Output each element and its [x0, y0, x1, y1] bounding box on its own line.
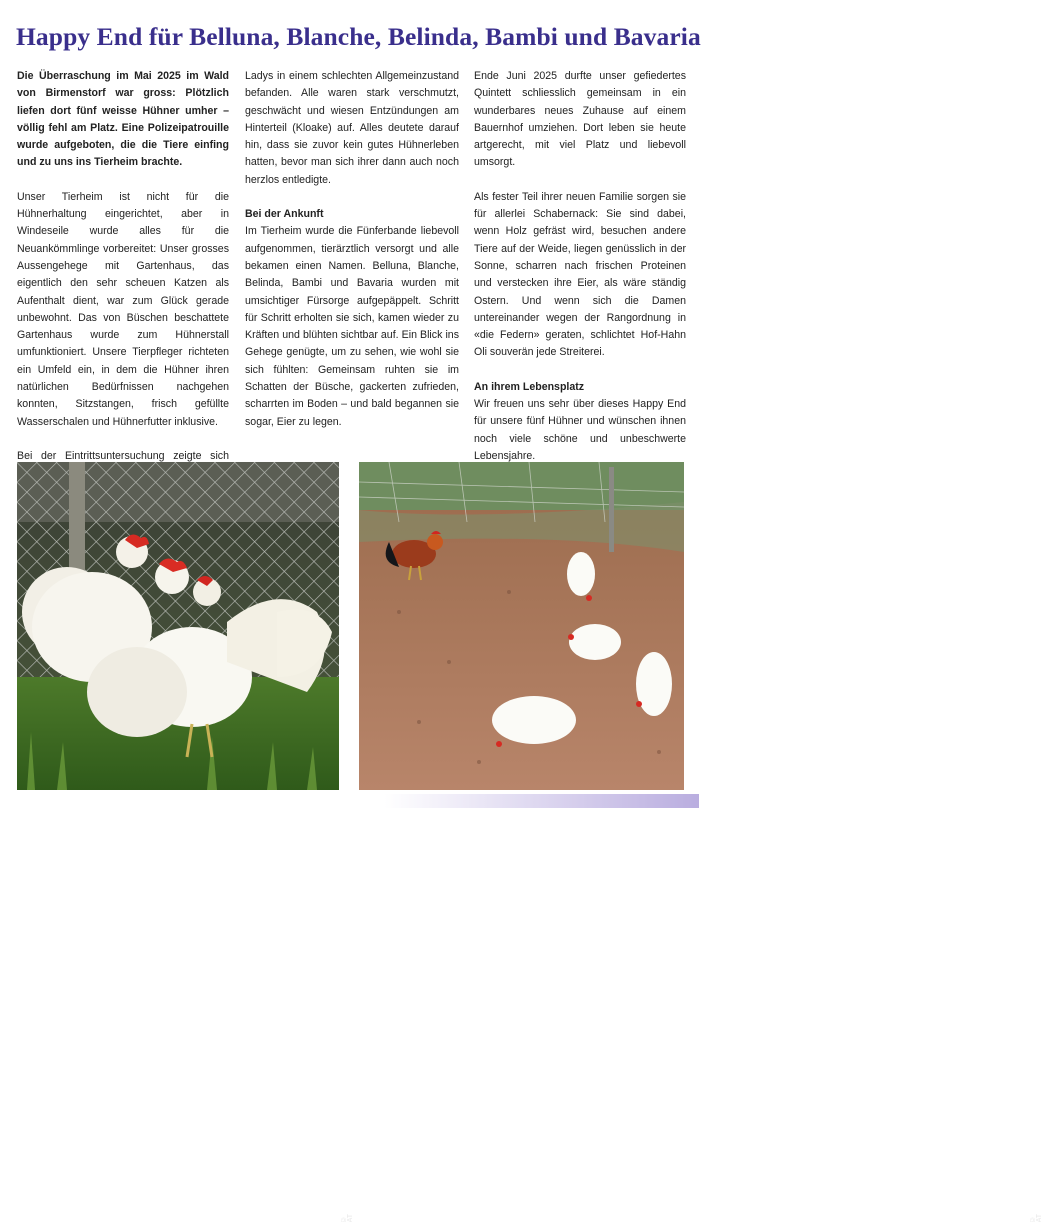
paragraph: Ende Juni 2025 durfte unser gefiedertes Quintett schliesslich gemeinsam in ein wunderbares neues Zuhause auf einem Bauernhof umziehen. Dort leben sie heute artgerecht, mit viel Platz und liebevoll umsorgt.: [474, 70, 686, 169]
footer-decoration: [0, 794, 699, 808]
column-2: [245, 68, 459, 448]
photo-farmyard: [359, 462, 1043, 1222]
section-heading: An ihrem Lebensplatz: [474, 380, 585, 393]
photo-hens-at-fence: [17, 462, 354, 1222]
lead-paragraph: Die Überraschung im Mai 2025 im Wald von Birmenstorf war gross: Plötzlich liefen dort fünf weisse Hühner umher – völlig fehl am Platz. Eine Polizeipatrouille wurde aufgeboten, die die Tiere einfing und zu uns ins Tierheim brachte.: [17, 70, 229, 169]
paragraph: Unser Tierheim ist nicht für die Hühnerhaltung eingerichtet, aber in Windeseile wurde alles für die Neuankömmlinge vorbereitet: Unser grosses Aussengehege mit Gartenhaus, das eigentlich den sehr scheuen Katzen als Aufenthalt dient, war zum Glück gerade unbewohnt. Das von Büschen beschattete Gartenhaus wurde zum Hühnerstall umfunktioniert. Unsere Tierpfleger richteten ein Umfeld ein, in dem die Hühner ihren natürlichen Bedürfnissen nachgehen konnten, Sitzstangen, frisch gefüllte Wasserschalen und Hühnerfutter inklusive.: [17, 190, 229, 428]
photo-credit: © AT: [340, 1213, 354, 1222]
column-1: [17, 68, 229, 500]
paragraph: Bei der Eintrittsuntersuchung zeigte sich: [17, 449, 229, 462]
photo-credit: © AT: [1029, 1213, 1043, 1222]
hens-at-fence-image: [17, 462, 339, 790]
section-heading: Bei der Ankunft: [245, 208, 324, 221]
paragraph: Wir freuen uns sehr über dieses Happy End für unsere fünf Hühner und wünschen ihnen noch viele schöne und unbeschwerte Lebensjahre.: [474, 398, 686, 462]
paragraph: Ladys in einem schlechten Allgemeinzustand befanden. Alle waren stark verschmutzt, geschwächt und wiesen Entzündungen am Hinterteil (Kloake) auf. Alles deutete darauf hin, dass sie zuvor kein gutes Hühnerleben hatten, bevor man sich ihrer dann auch noch herzlos entledigte.: [245, 70, 459, 186]
article-title: Happy End für Belluna, Blanche, Belinda, Bambi und Bavaria: [16, 22, 701, 51]
farmyard-image: [359, 462, 684, 790]
paragraph: Als fester Teil ihrer neuen Familie sorgen sie für allerlei Schabernack: Sie sind dabei, wenn Holz gefräst wird, besuchen andere Tiere auf der Weide, liegen genüsslich in der Sonne, scharren nach frischen Proteinen und verstecken ihre Eier, als wäre ständig Ostern. Und wenn sich die Damen untereinander wegen der Rangordnung in «die Federn» geraten, schlichtet Hof-Hahn Oli souverän jede Streiterei.: [474, 190, 686, 359]
paragraph: Im Tierheim wurde die Fünferbande liebevoll aufgenommen, tierärztlich versorgt und alle bekamen einen Namen. Belluna, Blanche, Belinda, Bambi und Bavaria wurden mit umsichtiger Fürsorge aufgepäppelt. Schritt für Schritt erholten sie sich, kamen wieder zu Kräften und blühten sichtbar auf. Ein Blick ins Gehege genügte, um zu sehen, wie wohl sie sich fühlten: Gemeinsam ruhten sie im Schatten der Büsche, gackerten zufrieden, scharrten im Boden – und bald begannen sie sogar, Eier zu legen.: [245, 225, 459, 428]
column-3: [474, 68, 686, 482]
